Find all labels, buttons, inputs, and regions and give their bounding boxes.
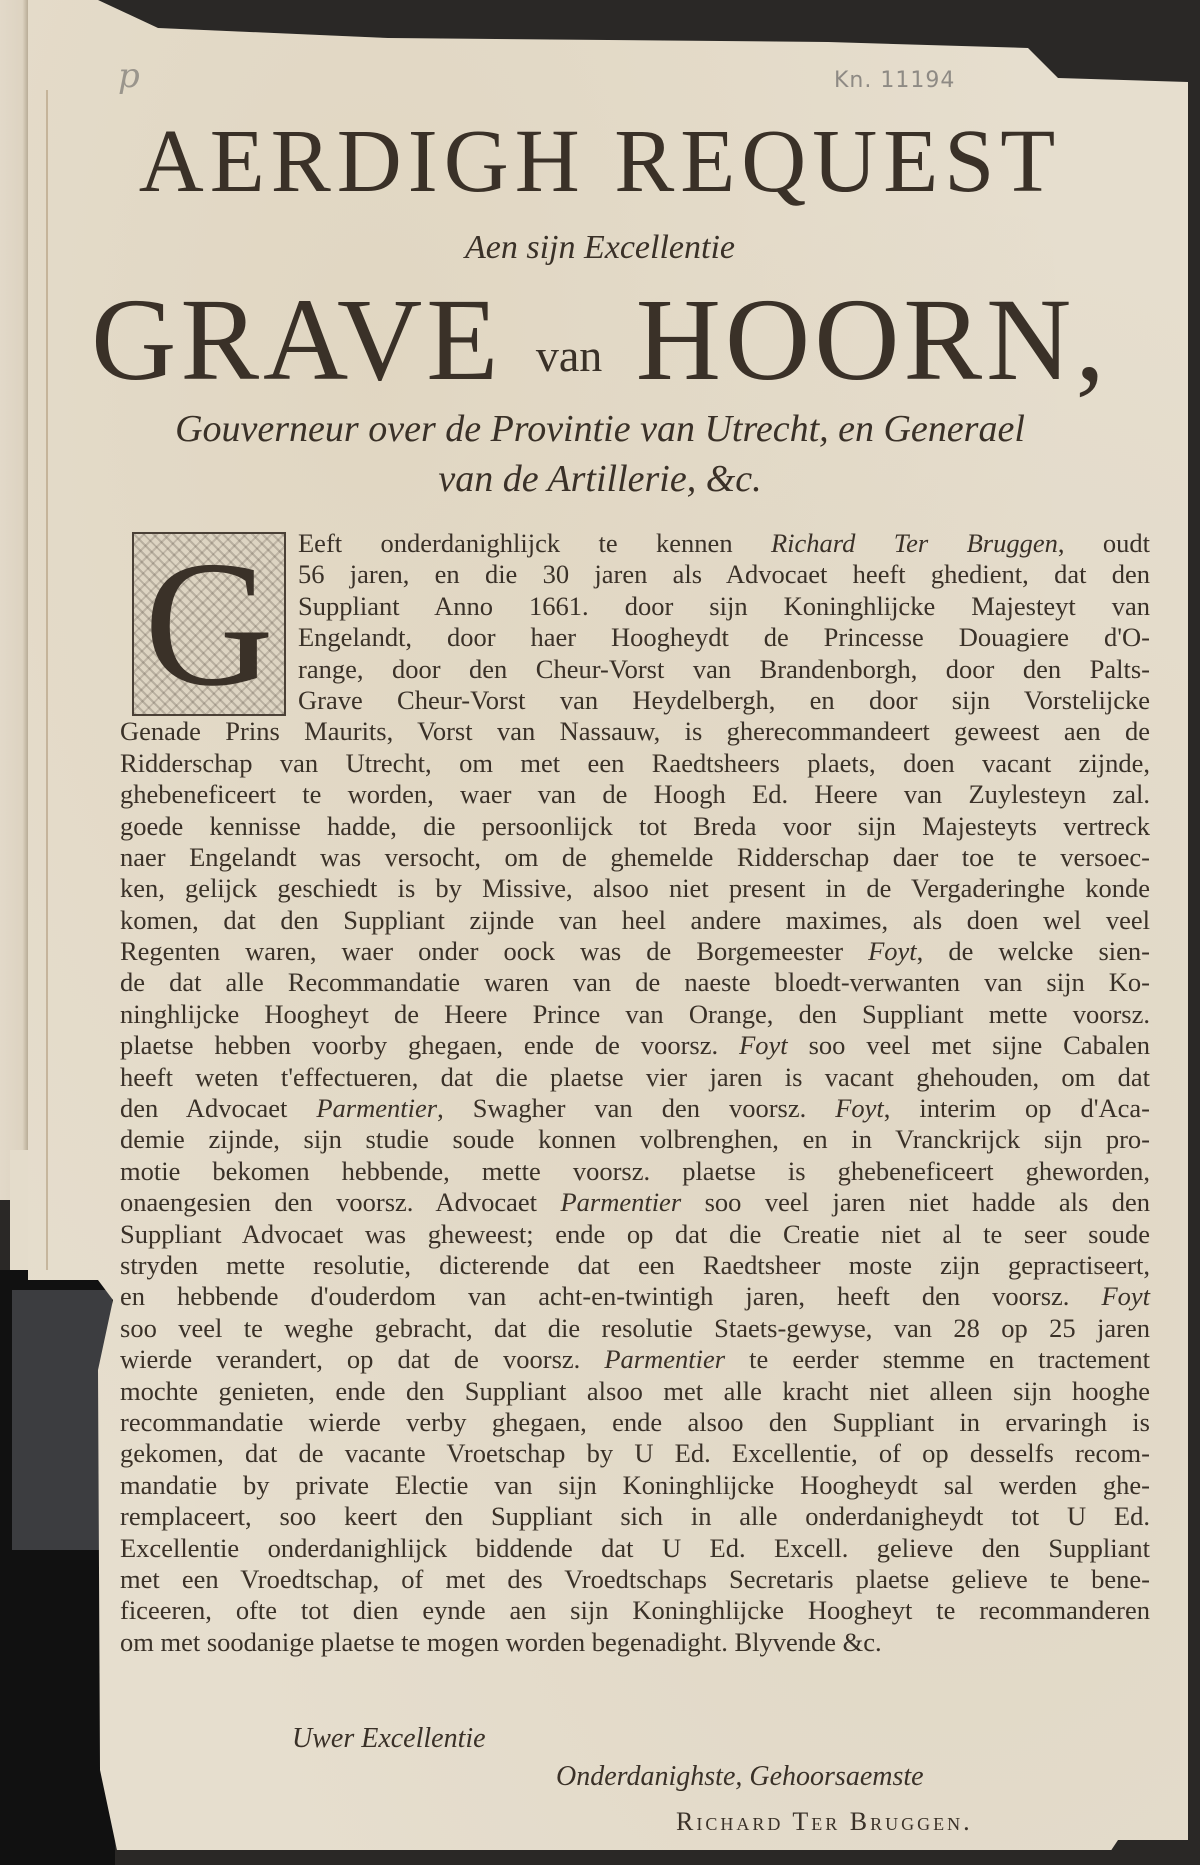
binding-tape xyxy=(12,1290,112,1550)
body-line: demie zijnde, sijn studie soude konnen volbrenghen, en in Vranckrijck sijn pro- xyxy=(120,1124,1150,1155)
body-line: Suppliant Advocaet was gheweest; ende op dat die Creatie niet al te seer soude xyxy=(120,1218,1150,1249)
body-line: Eeft onderdanighlijck te kennen Richard Ter Bruggen, oudt xyxy=(298,528,1150,558)
subtitle xyxy=(0,404,1200,508)
body-line: onaengesien den voorsz. Advocaet Parmentier soo veel jaren niet hadde als den xyxy=(120,1187,1150,1218)
body-line: ficeeren, ofte tot dien eynde aen sijn Koninghlijcke Hoogheyt te recommanderen xyxy=(120,1595,1150,1626)
body-line: Suppliant Anno 1661. door sijn Koninghlijcke Majesteyt van xyxy=(298,590,1150,621)
ornamental-drop-cap-icon xyxy=(132,532,286,716)
title-grave: GRAVE xyxy=(91,274,503,405)
body-line: de dat alle Recommandatie waren van de naeste bloedt-verwanten van sijn Ko- xyxy=(120,967,1150,998)
body-line: met een Vroedtschap, of met des Vroedtschaps Secretaris plaetse gelieve te bene- xyxy=(120,1563,1150,1594)
signature: Richard Ter Bruggen. xyxy=(676,1807,973,1836)
title-grave-van-hoorn xyxy=(0,274,1200,405)
body-line: komen, dat den Suppliant zijnde van heel andere maximes, als doen wel veel xyxy=(120,904,1150,935)
body-line: motie bekomen hebbende, mette voorsz. plaetse is ghebeneficeert gheworden, xyxy=(120,1155,1150,1186)
body-line: om met soodanige plaetse te mogen worden begenadight. Blyvende &c. xyxy=(120,1626,882,1657)
body-line: remplaceert, soo keert den Suppliant sich in alle onderdanigheydt tot U Ed. xyxy=(120,1501,1150,1532)
body-line: mandatie by private Electie van sijn Koninghlijcke Hoogheydt sal werden ghe- xyxy=(120,1469,1150,1500)
body-line: soo veel te weghe gebracht, dat die resolutie Staets-gewyse, van 28 op 25 jaren xyxy=(120,1312,1150,1343)
body-line: Excellentie onderdanighlijck biddende dat U Ed. Excell. gelieve den Suppliant xyxy=(120,1532,1150,1563)
body-line: Grave Cheur-Vorst van Heydelbergh, en door sijn Vorstelijcke xyxy=(298,684,1150,715)
body-line: stryden mette resolutie, dicterende dat een Raedtsheer moste zijn gepractiseert, xyxy=(120,1249,1150,1280)
body-line: Regenten waren, waer onder oock was de Borgemeester Foyt, de welcke sien- xyxy=(120,936,1150,967)
body-line: plaetse hebben voorby ghegaen, ende de voorsz. Foyt soo veel met sijne Cabalen xyxy=(120,1030,1150,1061)
body-line: Genade Prins Maurits, Vorst van Nassauw, is gherecommandeert geweest aen de xyxy=(120,716,1150,747)
body-line: ken, gelijck geschiedt is by Missive, alsoo niet present in de Vergaderinghe konde xyxy=(120,873,1150,904)
drop-cap-letter: G xyxy=(144,532,274,716)
petition-body xyxy=(120,528,1150,1658)
body-line: wierde verandert, op dat de voorsz. Parmentier te eerder stemme en tractement xyxy=(120,1344,1150,1375)
title-aerdigh-request: AERDIGH REQUEST xyxy=(138,112,1062,211)
body-line: naer Engelandt was versocht, om de ghemelde Ridderschap daer toe te versoec- xyxy=(120,841,1150,872)
body-line: goede kennisse hadde, die persoonlijck tot Breda voor sijn Majesteyts vertreck xyxy=(120,810,1150,841)
body-line: den Advocaet Parmentier, Swagher van den voorsz. Foyt, interim op d'Aca- xyxy=(120,1093,1150,1124)
body-line: en hebbende d'ouderdom van acht-en-twintigh jaren, heeft den voorsz. Foyt xyxy=(120,1281,1150,1312)
body-line: mochte genieten, ende den Suppliant alsoo met alle kracht niet alleen sijn hooghe xyxy=(120,1375,1150,1406)
closing-salutation: Uwer Excellentie xyxy=(292,1723,486,1754)
body-line: Ridderschap van Utrecht, om met een Raedtsheers plaets, doen vacant zijnde, xyxy=(120,747,1150,778)
body-line: heeft weten t'effectueren, dat die plaetse vier jaren is vacant ghehouden, om dat xyxy=(120,1061,1150,1092)
body-line: recommandatie wierde verby ghegaen, ende alsoo den Suppliant in ervaringh is xyxy=(120,1406,1150,1437)
shelfmark-annotation: Kn. 11194 xyxy=(834,68,956,93)
title-van: van xyxy=(535,330,603,381)
title-hoorn: HOORN, xyxy=(635,274,1109,405)
subtitle-line-2: van de Artillerie, &c. xyxy=(438,458,762,500)
body-line: gekomen, dat de vacante Vroetschap by U Ed. Excellentie, of op desselfs recom- xyxy=(120,1438,1150,1469)
pencil-annotation: p xyxy=(118,56,140,96)
title-addressee: Aen sijn Excellentie xyxy=(465,229,735,266)
body-line: 56 jaren, en die 30 jaren als Advocaet heeft ghedient, dat den xyxy=(298,559,1150,590)
body-line: Engelandt, door haer Hoogheydt de Princesse Douagiere d'O- xyxy=(298,622,1150,653)
closing-valediction: Onderdanighste, Gehoorsaemste xyxy=(556,1761,924,1792)
subtitle-line-1: Gouverneur over de Provintie van Utrecht, en Generael xyxy=(175,408,1025,450)
body-line: ninghlijcke Hoogheyt de Heere Prince van Orange, den Suppliant mette voorsz. xyxy=(120,998,1150,1029)
body-line: ghebeneficeert te worden, waer van de Hoogh Ed. Heere van Zuylesteyn zal. xyxy=(120,779,1150,810)
body-line: range, door den Cheur-Vorst van Brandenborgh, door den Palts- xyxy=(298,653,1150,684)
